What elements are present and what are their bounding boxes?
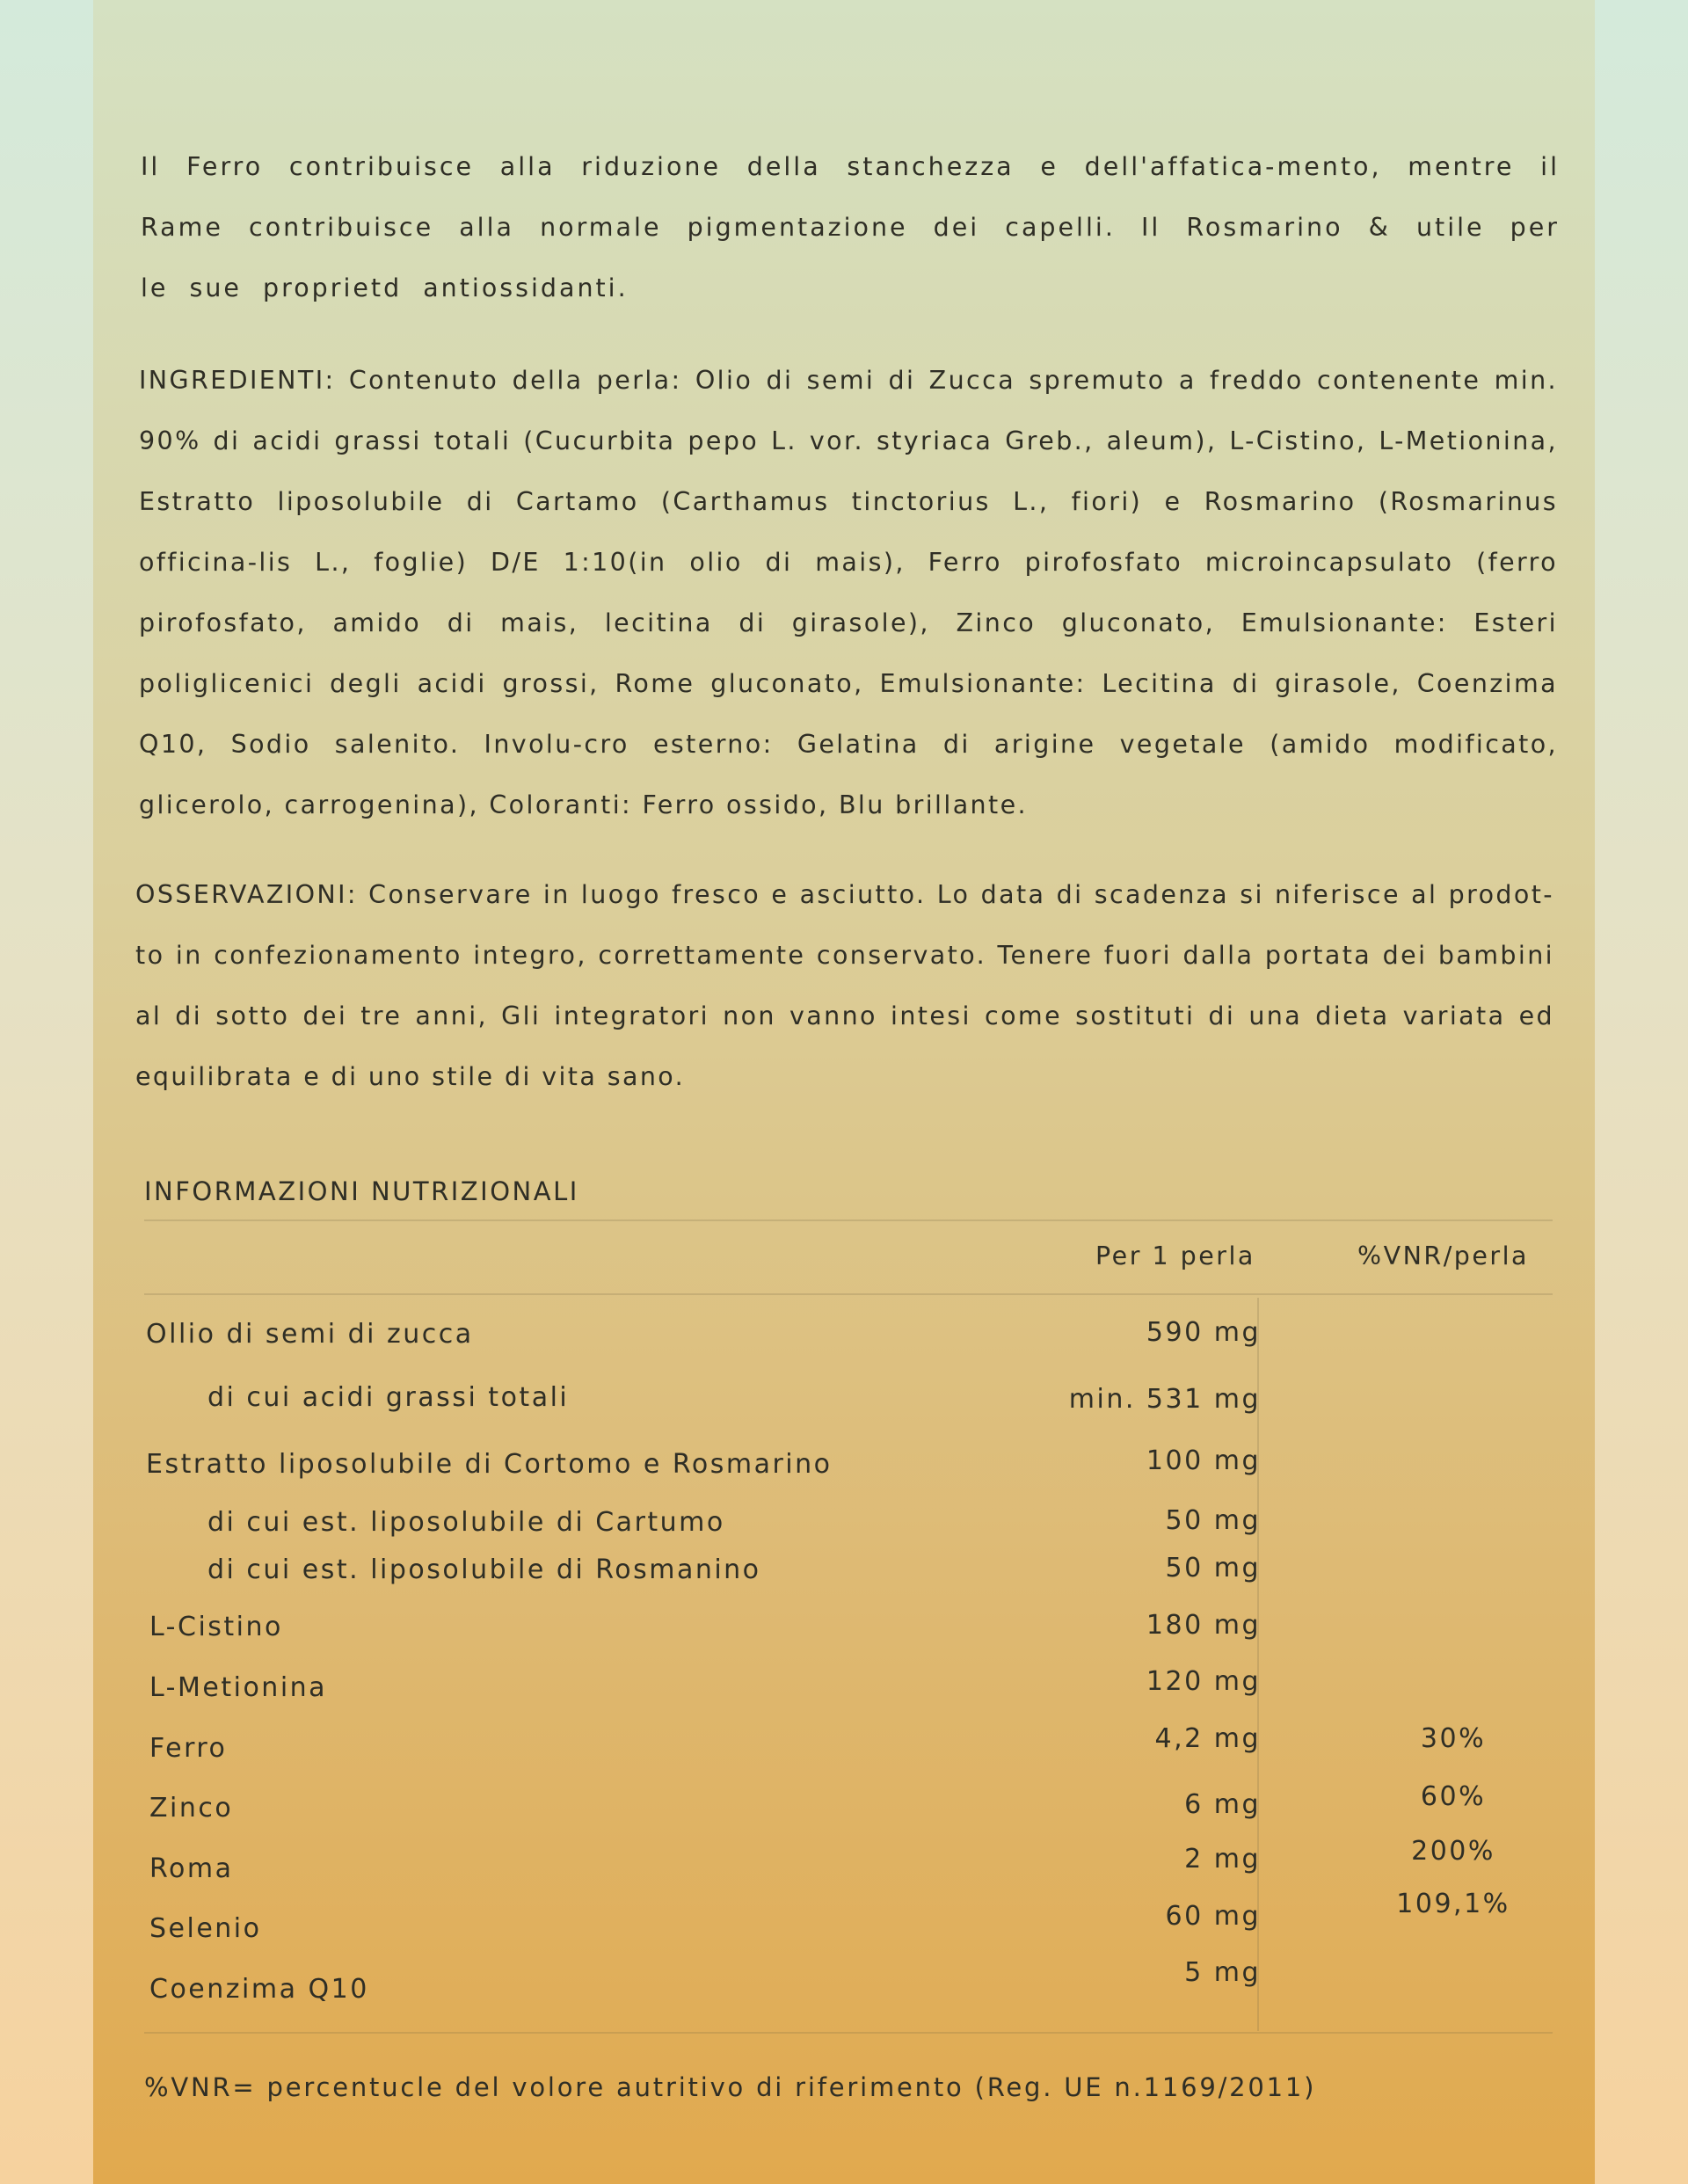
nutrition-title: INFORMAZIONI NUTRIZIONALI	[144, 1176, 579, 1206]
row-label-l-cistino: L-Cistino	[149, 1612, 283, 1642]
row-value-l-cistino: 180 mg	[1146, 1610, 1261, 1641]
row-pct-ferro: 30%	[1420, 1723, 1487, 1754]
row-value-l-metionina: 120 mg	[1146, 1666, 1261, 1697]
row-label-cartamo: di cui est. liposolubile di Cartumo	[207, 1507, 725, 1538]
row-value-olio-zucca: 590 mg	[1146, 1317, 1261, 1348]
row-pct-zinco: 60%	[1420, 1781, 1487, 1812]
row-value-selenio: 60 mg	[1165, 1901, 1261, 1932]
row-label-rosmarino: di cui est. liposolubile di Rosmanino	[207, 1554, 761, 1585]
row-pct-selenio: 109,1%	[1396, 1889, 1510, 1919]
row-value-coenzima: 5 mg	[1184, 1957, 1261, 1988]
row-label-coenzima: Coenzima Q10	[149, 1974, 369, 2005]
row-value-estratto: 100 mg	[1146, 1445, 1261, 1476]
column-header-vnr: %VNR/perla	[1357, 1241, 1530, 1270]
row-label-zinco: Zinco	[149, 1793, 234, 1824]
row-value-roma: 2 mg	[1184, 1844, 1261, 1875]
row-value-cartamo: 50 mg	[1165, 1505, 1261, 1536]
row-label-roma: Roma	[149, 1853, 234, 1884]
observations-paragraph: OSSERVAZIONI: Conservare in luogo fresco e asciutto. Lo data di scadenza si niferisce al prodot-to in confezionamento integro, correttamente conservato. Tenere fuori dalla portata dei bambini al di sotto dei tre anni, Gli integratori non vanno intesi come sostituti di una dieta variata ed equilibrata e di uno stile di vita sano.	[135, 880, 1554, 1091]
row-value-zinco: 6 mg	[1184, 1789, 1261, 1820]
vnr-footnote: %VNR= percentucle del volore autritivo di riferimento (Reg. UE n.1169/2011)	[144, 2072, 1317, 2102]
row-label-l-metionina: L-Metionina	[149, 1672, 328, 1703]
row-label-acidi-grassi: di cui acidi grassi totali	[207, 1382, 570, 1413]
table-divider-top	[144, 1219, 1553, 1221]
column-header-per-pearl: Per 1 perla	[1095, 1241, 1255, 1270]
row-label-ferro: Ferro	[149, 1733, 228, 1764]
row-value-ferro: 4,2 mg	[1154, 1723, 1261, 1754]
table-divider-bottom	[144, 2032, 1553, 2034]
row-pct-roma: 200%	[1411, 1836, 1495, 1867]
ingredients-paragraph: INGREDIENTI: Contenuto della perla: Olio di semi di Zucca spremuto a freddo contenente min. 90% di acidi grassi totali (Cucurbita pepo L. vor. styriaca Greb., aleum), L-Cistino, L-Metionina, Estratto liposolubile di Cartamo (Carthamus tinctorius L., fiori) e Rosmarino (Rosmarinus officina-lis L., foglie) D/E 1:10(in olio di mais), Ferro pirofosfato microincapsulato (ferro pirofosfato, amido di mais, lecitina di girasole), Zinco gluconato, Emulsionante: Esteri poliglicenici degli acidi grossi, Rome gluconato, Emulsionante: Lecitina di girasole, Coenzima Q10, Sodio salenito. Involu-cro esterno: Gelatina di arigine vegetale (amido modificato, glicerolo, carrogenina), Coloranti: Ferro ossido, Blu brillante.	[139, 366, 1558, 819]
row-label-selenio: Selenio	[149, 1913, 262, 1944]
table-divider-header	[144, 1293, 1553, 1295]
benefits-paragraph: Il Ferro contribuisce alla riduzione della stanchezza e dell'affatica-mento, mentre il Rame contribuisce alla normale pigmentazione dei capelli. Il Rosmarino & utile per le sue proprietd antiossidanti.	[141, 152, 1560, 302]
row-label-estratto: Estratto liposolubile di Cortomo e Rosmarino	[146, 1449, 833, 1480]
row-label-olio-zucca: Ollio di semi di zucca	[146, 1319, 474, 1350]
row-value-acidi-grassi: min. 531 mg	[1068, 1384, 1261, 1415]
row-value-rosmarino: 50 mg	[1165, 1553, 1261, 1583]
